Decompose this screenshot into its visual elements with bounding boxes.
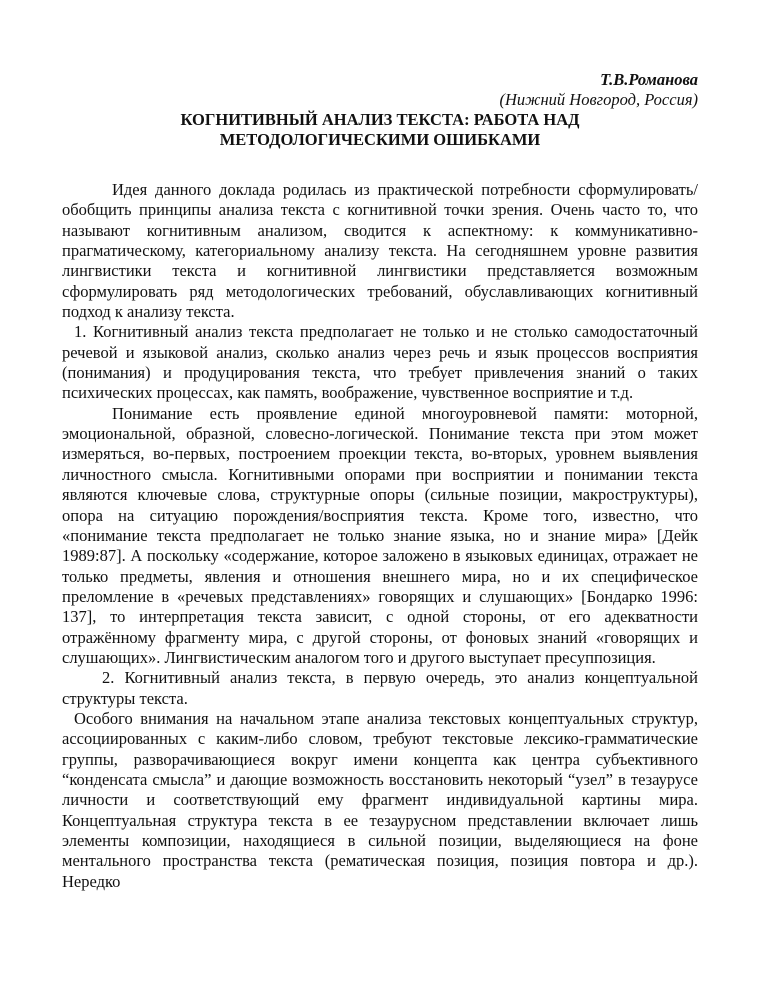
paragraph-point-2: 2. Когнитивный анализ текста, в первую очередь, это анализ концептуальной структуры текста. (62, 668, 698, 708)
article-title (62, 110, 698, 150)
author-affiliation: (Нижний Новгород, Россия) (499, 90, 698, 109)
title-line-2: МЕТОДОЛОГИЧЕСКИМИ ОШИБКАМИ (219, 130, 541, 149)
paragraph-intro: Идея данного доклада родилась из практической потребности сформулировать/обобщить принципы анализа текста с когнитивной точки зрения. Очень часто то, что называют когнитивным анализом, сводится к аспектному: к коммуникативно-прагматическому, категориальному анализу текста. На сегодняшнем уровне развития лингвистики текста и когнитивной лингвистики представляется возможным сформулировать ряд методологических требований, обуславливающих когнитивный подход к анализу текста. (62, 180, 698, 322)
title-line-1: КОГНИТИВНЫЙ АНАЛИЗ ТЕКСТА: РАБОТА НАД (180, 110, 580, 129)
author-name: Т.В.Романова (600, 70, 698, 89)
paragraph-understanding: Понимание есть проявление единой многоуровневой памяти: моторной, эмоциональной, образной, словесно-логической. Понимание текста при этом может измеряться, во-первых, построением проекции текста, во-вторых, уровнем выявления личностного смысла. Когнитивными опорами при восприятии и понимании текста являются ключевые слова, структурные опоры (сильные позиции, макроструктуры), опора на ситуацию порождения/восприятия текста. Кроме того, известно, что «понимание текста предполагает не только знание языка, но и знание мира» [Дейк 1989:87]. А поскольку «содержание, которое заложено в языковых единицах, отражает не только предметы, явления и отношения внешнего мира, но и их специфическое преломление в «речевых представлениях» говорящих и слушающих» [Бондарко 1996: 137], то интерпретация текста зависит, с одной стороны, от его адекватности отражённому фрагменту мира, с другой стороны, от фоновых знаний «говорящих и слушающих». Лингвистическим аналогом того и другого выступает пресуппозиция. (62, 403, 698, 667)
paragraph-point-1: 1. Когнитивный анализ текста предполагает не только и не столько самодостаточный речевой и языковой анализ, сколько анализ через речь и язык процессов восприятия (понимания) и продуцирования текста, что требует привлечения знаний о таких психических процессах, как память, воображение, чувственное восприятие и т.д. (62, 322, 698, 403)
article-body (62, 180, 698, 892)
paragraph-concept-structure: Особого внимания на начальном этапе анализа текстовых концептуальных структур, ассоциированных с каким-либо словом, требуют текстовые лексико-грамматические группы, разворачивающиеся вокруг имени концепта как центра субъективного “конденсата смысла” и дающие возможность восстановить некоторый “узел” в тезаурусе личности и соответствующий ему фрагмент индивидуальной картины мира. Концептуальная структура текста в ее тезаурусном представлении включает лишь элементы композиции, находящиеся в сильной позиции, выделяющиеся на фоне ментального пространства текста (рематическая позиция, позиция повтора и др.). Нередко (62, 708, 698, 891)
